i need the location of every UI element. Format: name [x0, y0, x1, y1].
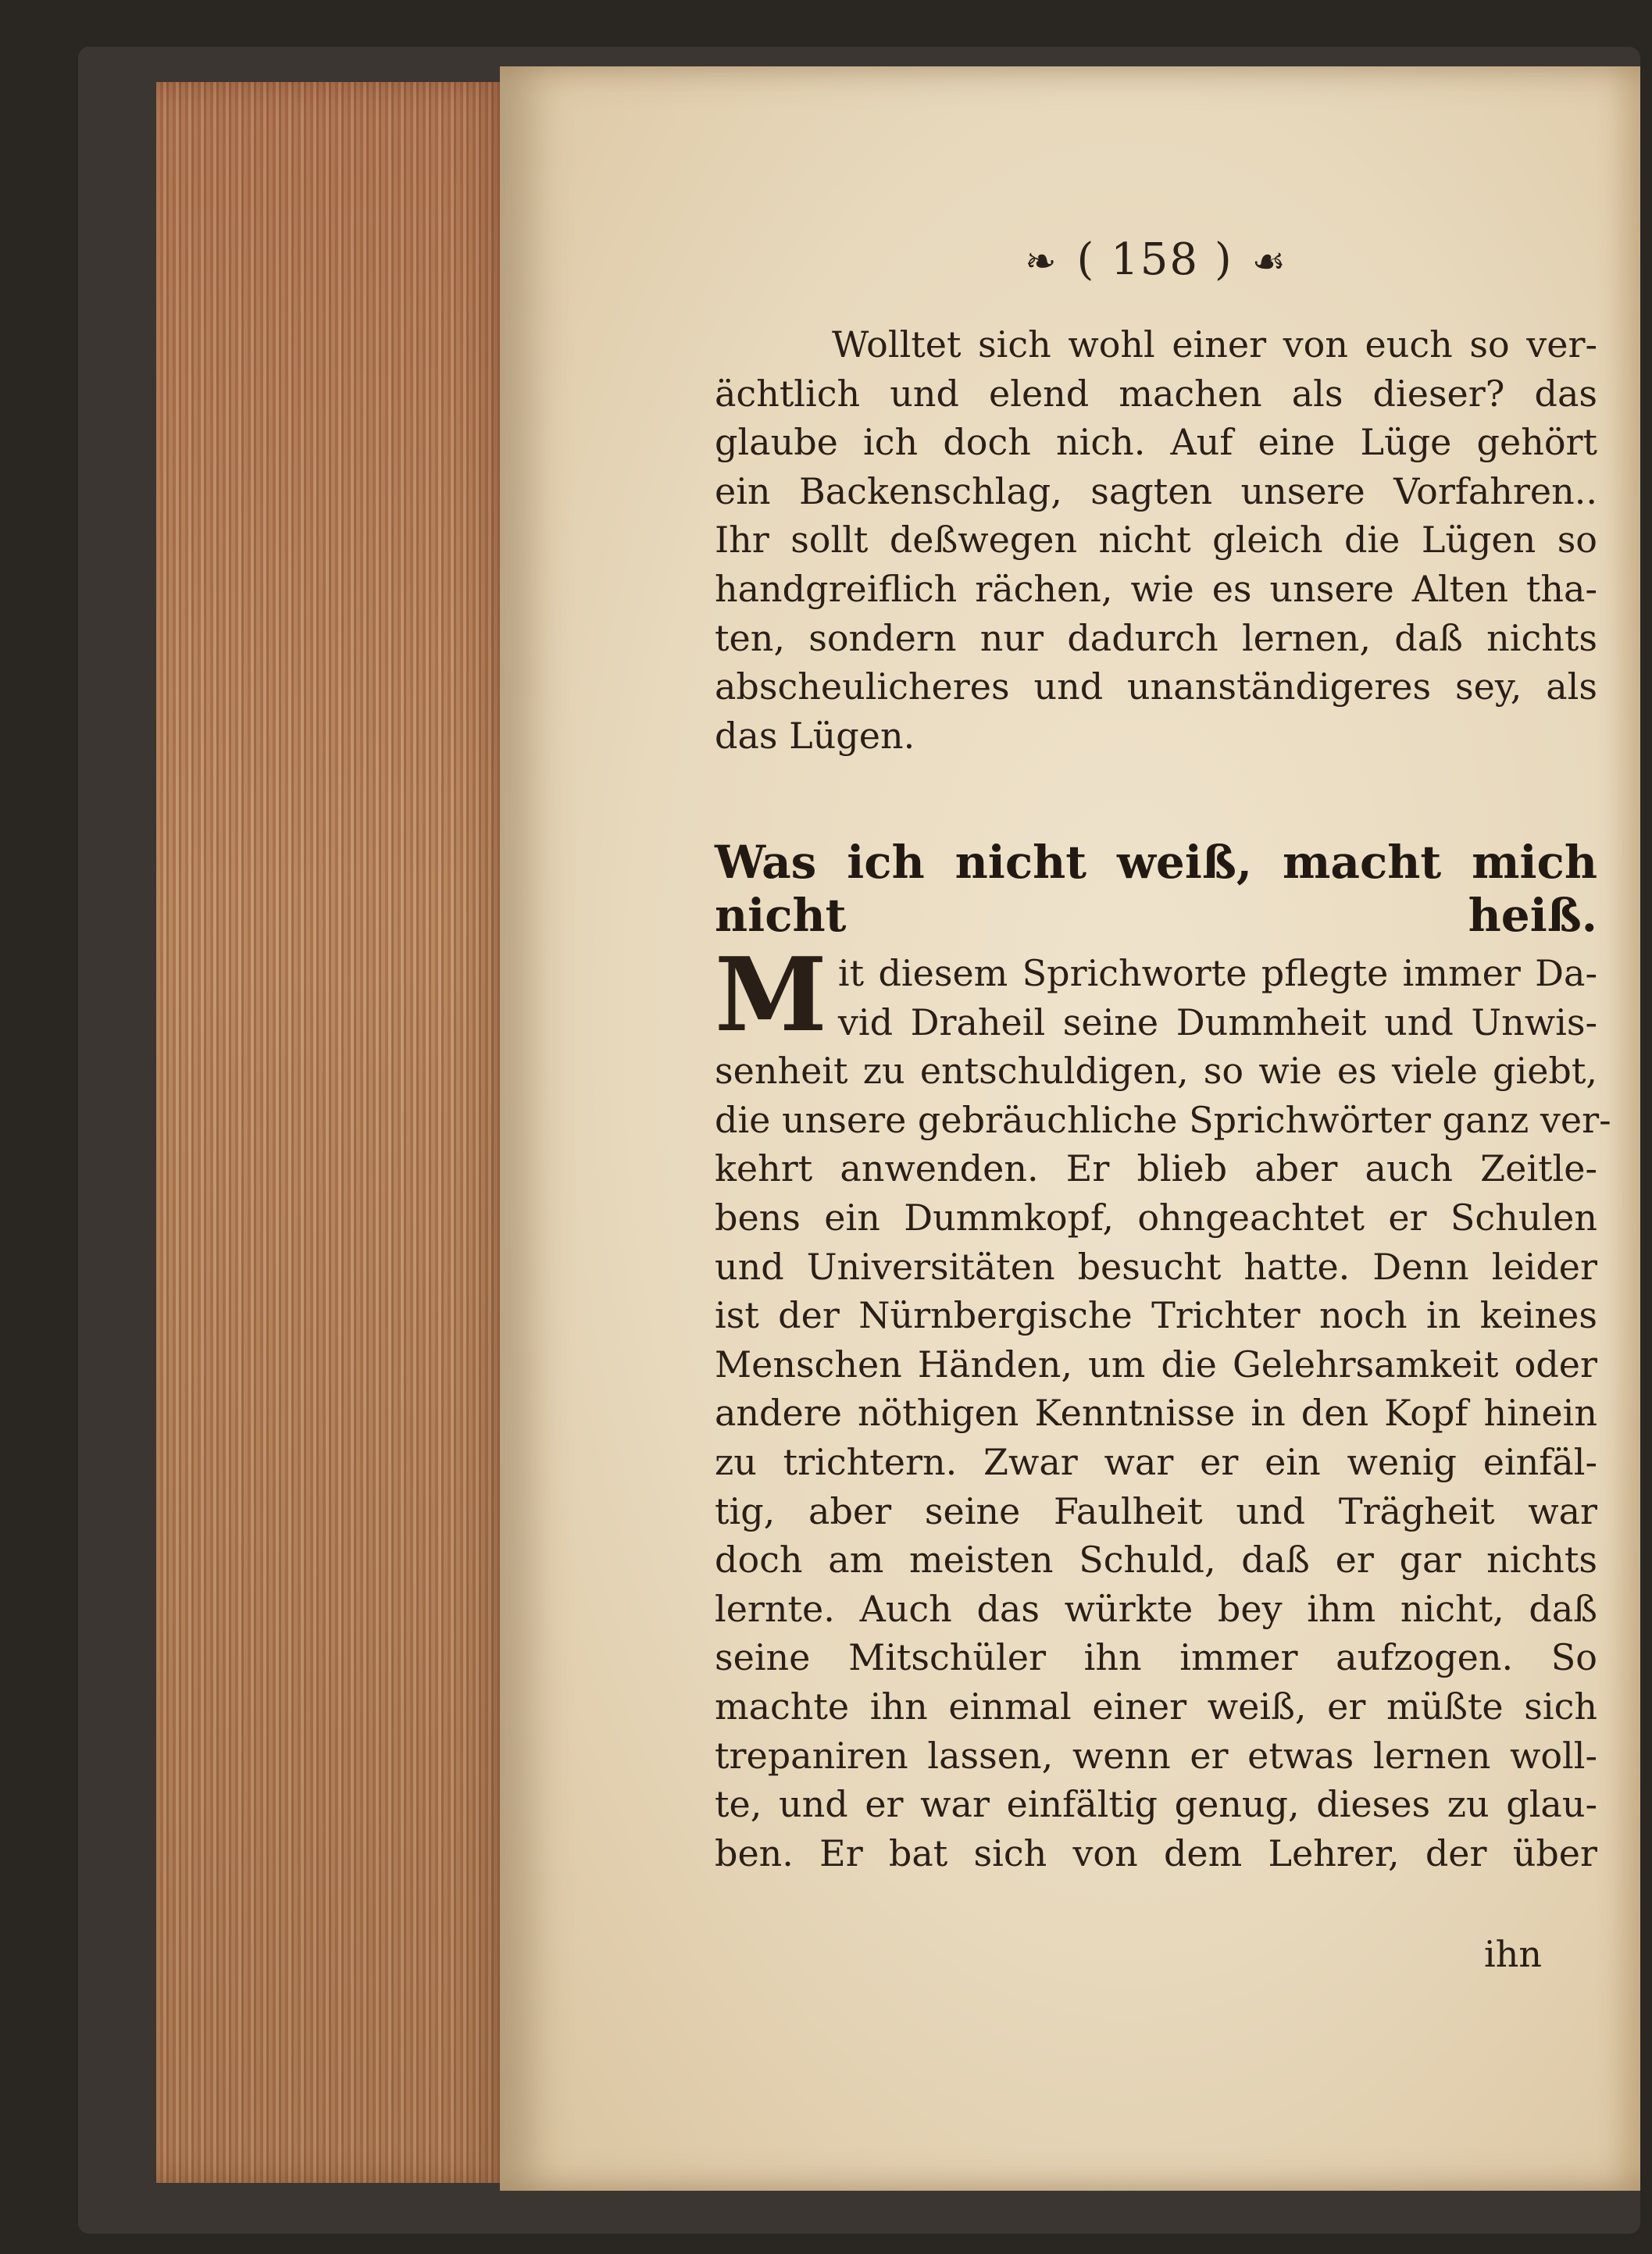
text-line: bens ein Dummkopf, ohngeachtet er Schulen [715, 1196, 1597, 1239]
text-line: Menschen Händen, um die Gelehrsamkeit oder [715, 1343, 1597, 1386]
text-line: Wolltet sich wohl einer von euch so ver- [832, 323, 1597, 366]
page-header [953, 234, 1359, 285]
text-line: andere nöthigen Kenntnisse in den Kopf hinein [715, 1392, 1597, 1435]
text-line: zu trichtern. Zwar war er ein wenig einfäl- [715, 1440, 1597, 1483]
ornament-left-icon: ❧ [1025, 240, 1058, 284]
text-line: ächtlich und elend machen als dieser? das [715, 372, 1597, 415]
drop-cap: M [715, 935, 827, 1054]
ornament-right-icon: ☙ [1251, 240, 1287, 284]
text-line: ist der Nürnbergische Trichter noch in keines [715, 1294, 1597, 1337]
text-line: ben. Er bat sich von dem Lehrer, der über [715, 1831, 1597, 1874]
text-line: it diesem Sprichworte pflegte immer Da- [837, 952, 1597, 994]
text-line: Ihr sollt deßwegen nicht gleich die Lügen so [715, 519, 1597, 562]
text-line: ten, sondern nur dadurch lernen, daß nichts [715, 616, 1597, 659]
catchword: ihn [1484, 1933, 1542, 1975]
text-line: glaube ich doch nich. Auf eine Lüge gehört [715, 421, 1597, 464]
text-line: ein Backenschlag, sagten unsere Vorfahren.. [715, 469, 1597, 512]
text-line: das Lügen. [715, 714, 915, 757]
text-line: tig, aber seine Faulheit und Trägheit war [715, 1489, 1597, 1532]
text-line: lernte. Auch das würkte bey ihm nicht, daß [715, 1587, 1597, 1630]
text-line: seine Mitschüler ihn immer aufzogen. So [715, 1636, 1597, 1679]
text-line: trepaniren lassen, wenn er etwas lernen woll- [715, 1734, 1597, 1777]
text-line: doch am meisten Schuld, daß er gar nichts [715, 1539, 1597, 1582]
paragraph-1 [715, 320, 1597, 760]
text-line: te, und er war einfältig genug, dieses zu glau- [715, 1783, 1597, 1826]
page-number: ( 158 ) [1076, 234, 1233, 285]
text-line: abscheulicheres und unanständigeres sey, als [715, 665, 1597, 708]
text-line: kehrt anwenden. Er blieb aber auch Zeitle- [715, 1147, 1597, 1190]
text-line: machte ihn einmal einer weiß, er müßte sich [715, 1685, 1597, 1728]
text-line: handgreiflich rächen, wie es unsere Alten tha- [715, 567, 1597, 610]
page-fore-edges [156, 82, 516, 2183]
text-line: und Universitäten besucht hatte. Denn leider [715, 1245, 1597, 1288]
section-heading: Was ich nicht weiß, macht mich nicht heiß. [715, 836, 1597, 942]
text-line: senheit zu entschuldigen, so wie es viele giebt, [715, 1050, 1597, 1093]
paragraph-2 [715, 935, 1611, 1878]
text-line: vid Draheil seine Dummheit und Unwis- [837, 1000, 1597, 1043]
text-line: die unsere gebräuchliche Sprichwörter ganz ver- [715, 1098, 1611, 1141]
